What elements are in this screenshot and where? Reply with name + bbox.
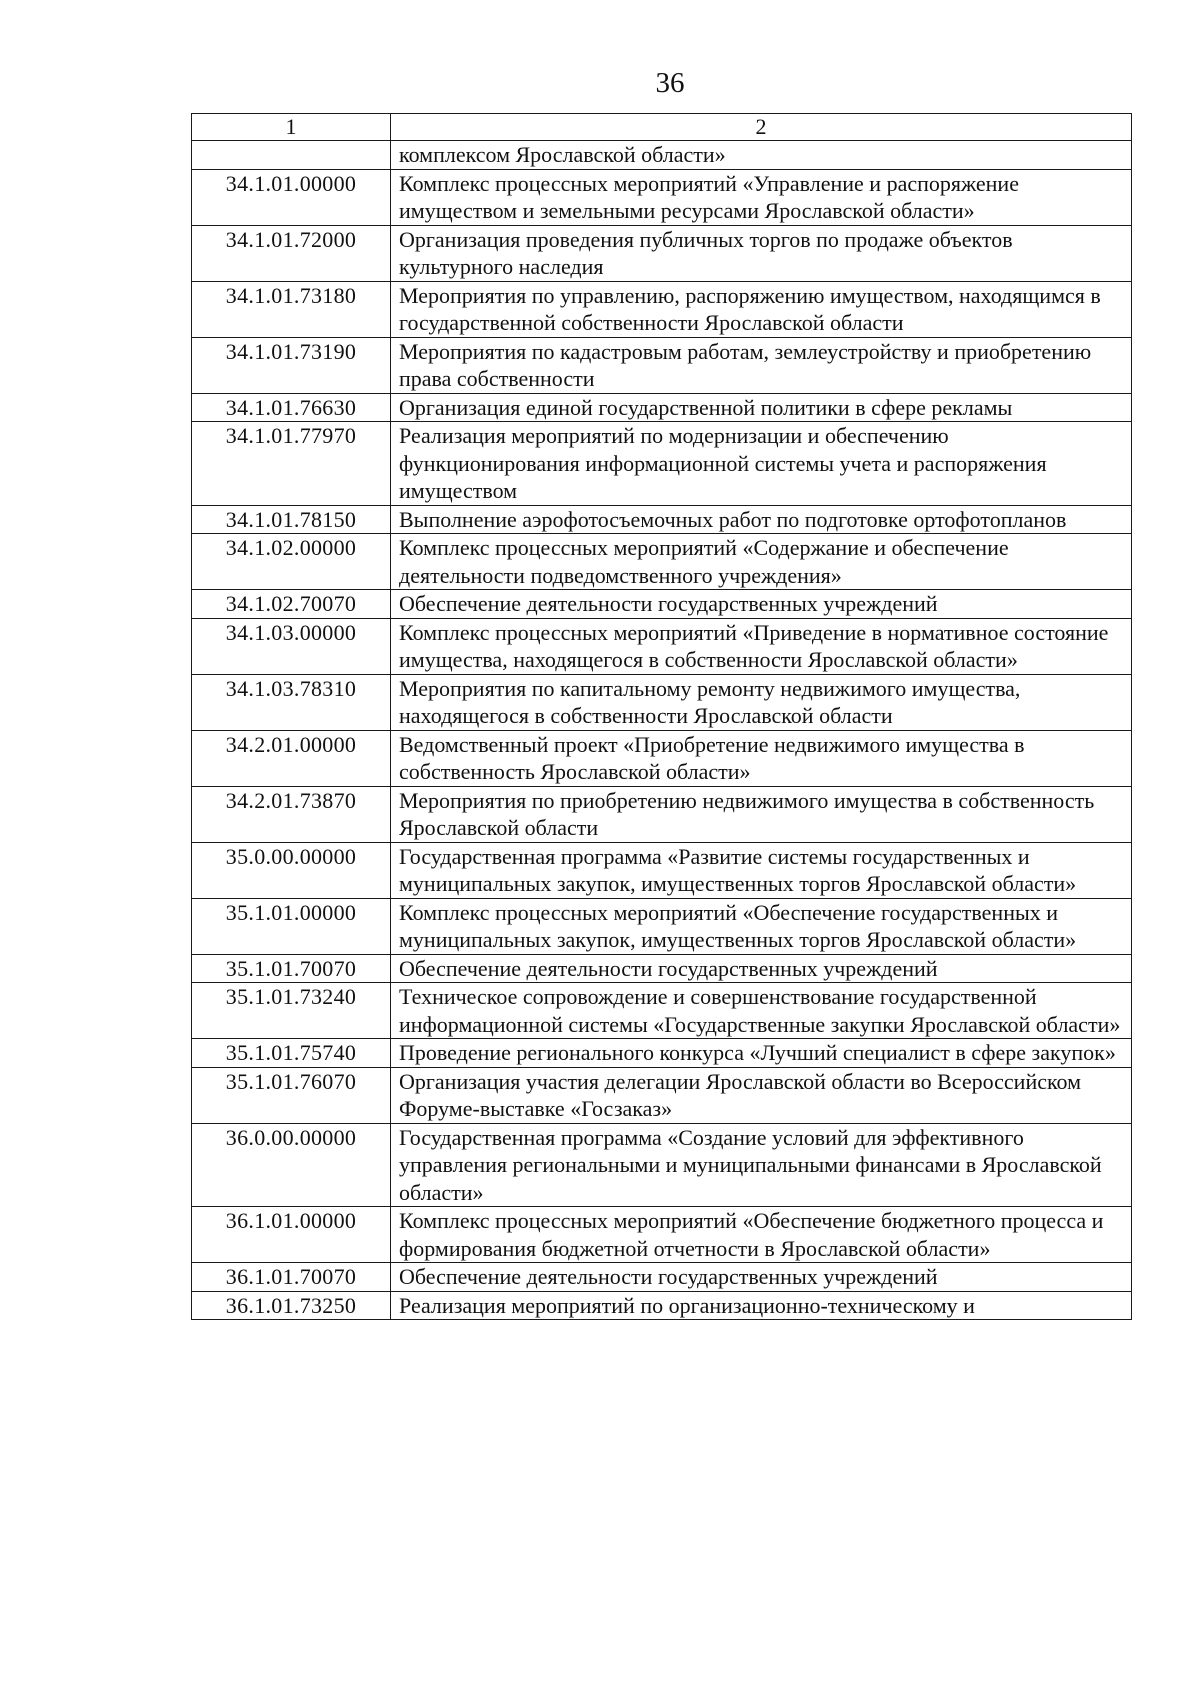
row-name: Комплекс процессных мероприятий «Обеспечение государственных и муниципальных закупок, имущественных торгов Ярославской области» [391, 898, 1132, 954]
row-code: 34.1.03.78310 [192, 674, 391, 730]
row-code [192, 141, 391, 170]
row-name: Техническое сопровождение и совершенствование государственной информационной системы «Государственные закупки Ярославской области» [391, 983, 1132, 1039]
table-header-row [192, 114, 1132, 141]
table-row [192, 1123, 1132, 1207]
table-row [192, 422, 1132, 506]
row-name: Обеспечение деятельности государственных учреждений [391, 954, 1132, 983]
row-code: 34.1.01.73180 [192, 281, 391, 337]
row-code: 34.1.01.73190 [192, 337, 391, 393]
table-row [192, 730, 1132, 786]
table-row [192, 169, 1132, 225]
row-name: Государственная программа «Развитие системы государственных и муниципальных закупок, имущественных торгов Ярославской области» [391, 842, 1132, 898]
budget-classification-table [191, 113, 1132, 1320]
row-code: 35.1.01.00000 [192, 898, 391, 954]
table-row [192, 225, 1132, 281]
row-name: Реализация мероприятий по организационно-техническому и [391, 1291, 1132, 1320]
row-name: комплексом Ярославской области» [391, 141, 1132, 170]
row-name: Проведение регионального конкурса «Лучший специалист в сфере закупок» [391, 1039, 1132, 1068]
row-name: Организация единой государственной политики в сфере рекламы [391, 393, 1132, 422]
row-code: 34.1.01.00000 [192, 169, 391, 225]
row-name: Обеспечение деятельности государственных учреждений [391, 590, 1132, 619]
row-name: Комплекс процессных мероприятий «Обеспечение бюджетного процесса и формирования бюджетной отчетности в Ярославской области» [391, 1207, 1132, 1263]
row-name: Комплекс процессных мероприятий «Содержание и обеспечение деятельности подведомственного учреждения» [391, 534, 1132, 590]
row-name: Выполнение аэрофотосъемочных работ по подготовке ортофотопланов [391, 505, 1132, 534]
table-row [192, 141, 1132, 170]
table-row [192, 1067, 1132, 1123]
row-code: 35.1.01.75740 [192, 1039, 391, 1068]
column-header-code: 1 [192, 114, 391, 141]
row-name: Мероприятия по приобретению недвижимого имущества в собственность Ярославской области [391, 786, 1132, 842]
row-code: 34.1.02.00000 [192, 534, 391, 590]
table-row [192, 393, 1132, 422]
table-row [192, 281, 1132, 337]
table-row [192, 983, 1132, 1039]
row-code: 34.2.01.00000 [192, 730, 391, 786]
row-code: 34.1.01.78150 [192, 505, 391, 534]
row-name: Мероприятия по капитальному ремонту недвижимого имущества, находящегося в собственности Ярославской области [391, 674, 1132, 730]
column-header-name: 2 [391, 114, 1132, 141]
row-name: Реализация мероприятий по модернизации и обеспечению функционирования информационной системы учета и распоряжения имуществом [391, 422, 1132, 506]
table-row [192, 1263, 1132, 1292]
table-row [192, 1207, 1132, 1263]
row-code: 36.1.01.73250 [192, 1291, 391, 1320]
row-name: Комплекс процессных мероприятий «Приведение в нормативное состояние имущества, находящегося в собственности Ярославской области» [391, 618, 1132, 674]
row-code: 34.1.01.76630 [192, 393, 391, 422]
row-name: Ведомственный проект «Приобретение недвижимого имущества в собственность Ярославской области» [391, 730, 1132, 786]
row-name: Комплекс процессных мероприятий «Управление и распоряжение имуществом и земельными ресурсами Ярославской области» [391, 169, 1132, 225]
table-row [192, 842, 1132, 898]
table-row [192, 1291, 1132, 1320]
table-row [192, 337, 1132, 393]
row-code: 36.0.00.00000 [192, 1123, 391, 1207]
row-code: 36.1.01.00000 [192, 1207, 391, 1263]
row-code: 34.2.01.73870 [192, 786, 391, 842]
row-code: 35.1.01.73240 [192, 983, 391, 1039]
row-code: 35.1.01.70070 [192, 954, 391, 983]
row-name: Мероприятия по кадастровым работам, землеустройству и приобретению права собственности [391, 337, 1132, 393]
row-code: 34.1.01.72000 [192, 225, 391, 281]
page-number: 36 [655, 67, 685, 99]
row-name: Обеспечение деятельности государственных учреждений [391, 1263, 1132, 1292]
row-name: Государственная программа «Создание условий для эффективного управления региональными и муниципальными финансами в Ярославской области» [391, 1123, 1132, 1207]
table-body [192, 141, 1132, 1320]
row-name: Организация участия делегации Ярославской области во Всероссийском Форуме-выставке «Госзаказ» [391, 1067, 1132, 1123]
table-row [192, 954, 1132, 983]
table-row [192, 786, 1132, 842]
row-code: 34.1.03.00000 [192, 618, 391, 674]
table-row [192, 1039, 1132, 1068]
row-code: 36.1.01.70070 [192, 1263, 391, 1292]
row-code: 35.0.00.00000 [192, 842, 391, 898]
row-name: Мероприятия по управлению, распоряжению имуществом, находящимся в государственной собственности Ярославской области [391, 281, 1132, 337]
table-row [192, 898, 1132, 954]
table-row [192, 590, 1132, 619]
table-row [192, 505, 1132, 534]
row-code: 35.1.01.76070 [192, 1067, 391, 1123]
row-name: Организация проведения публичных торгов по продаже объектов культурного наследия [391, 225, 1132, 281]
row-code: 34.1.02.70070 [192, 590, 391, 619]
table-row [192, 674, 1132, 730]
table-row [192, 618, 1132, 674]
row-code: 34.1.01.77970 [192, 422, 391, 506]
table-row [192, 534, 1132, 590]
